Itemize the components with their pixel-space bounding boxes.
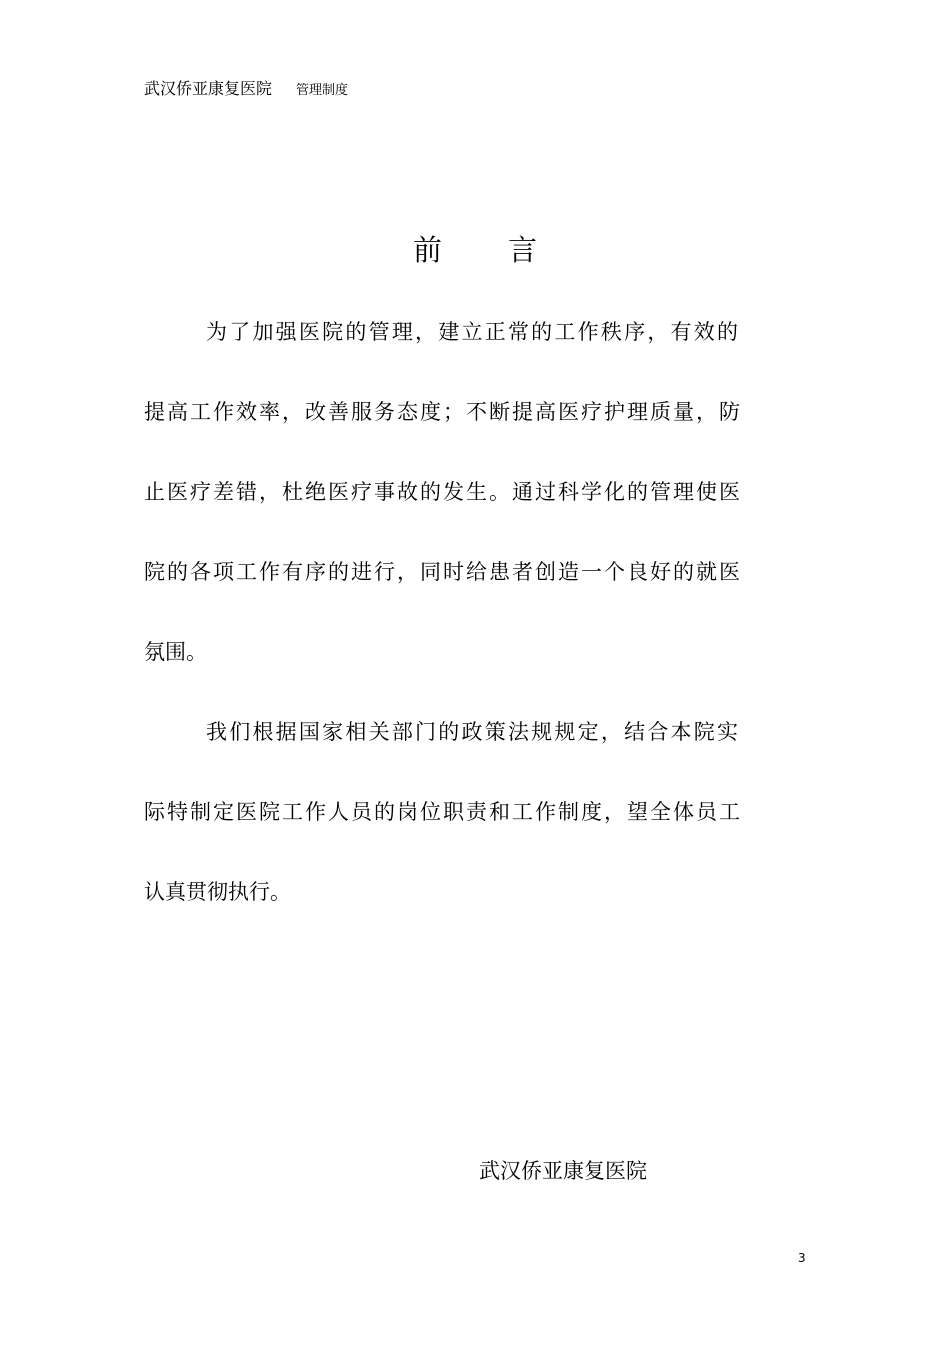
paragraph-line: 际特制定医院工作人员的岗位职责和工作制度，望全体员工 — [144, 800, 740, 824]
page-header — [144, 76, 348, 100]
header-section-name: 管理制度 — [296, 83, 349, 98]
title-char-1: 前 — [412, 233, 442, 267]
paragraph-line: 止医疗差错，杜绝医疗事故的发生。通过科学化的管理使医 — [144, 480, 740, 504]
page-title — [0, 228, 950, 272]
signature-hospital-name: 武汉侨亚康复医院 — [479, 1159, 647, 1183]
title-char-2: 言 — [508, 233, 538, 267]
paragraph-line: 院的各项工作有序的进行，同时给患者创造一个良好的就医 — [144, 560, 740, 584]
header-hospital-name: 武汉侨亚康复医院 — [144, 79, 273, 98]
paragraph-line: 提高工作效率，改善服务态度；不断提高医疗护理质量，防 — [144, 400, 740, 424]
paragraph-line: 认真贯彻执行。 — [144, 880, 291, 904]
page-number: 3 — [798, 1251, 806, 1265]
paragraph-line: 为了加强医院的管理，建立正常的工作秩序，有效的 — [206, 320, 738, 344]
paragraph-line: 我们根据国家相关部门的政策法规规定，结合本院实 — [206, 720, 738, 744]
paragraph-line: 氛围。 — [144, 640, 207, 664]
